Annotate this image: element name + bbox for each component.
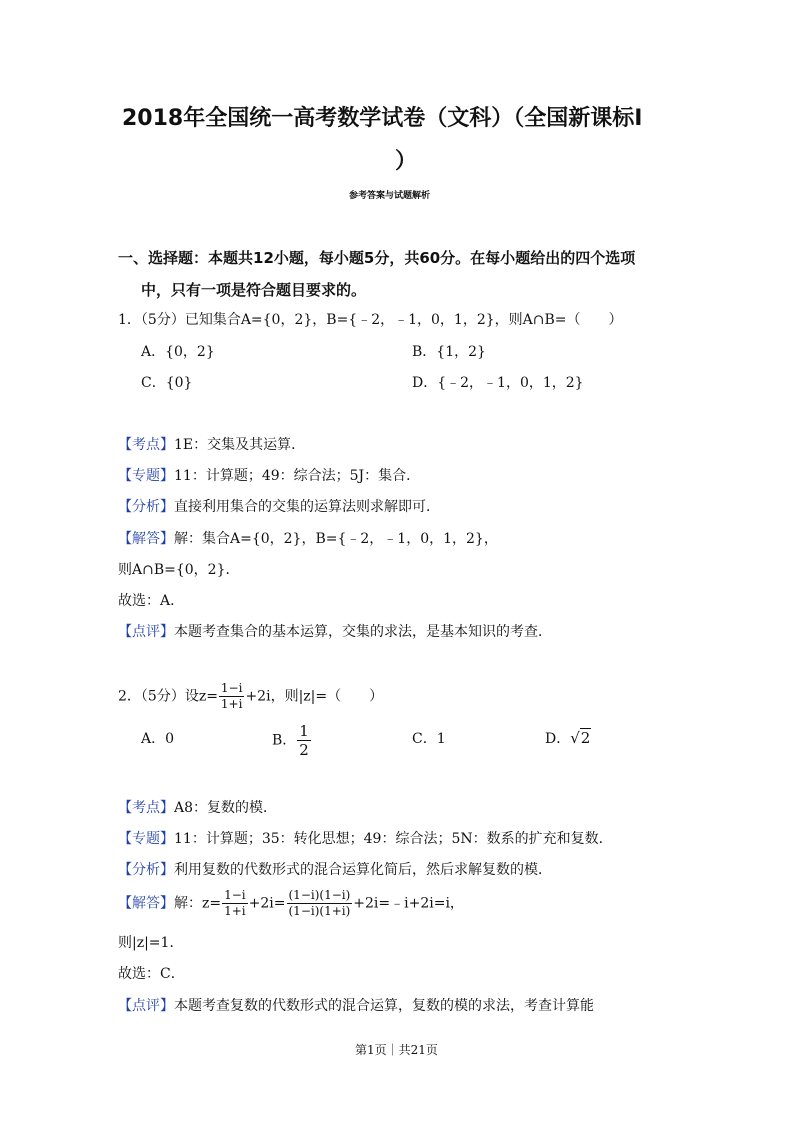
q2-stem	[118, 681, 383, 712]
q1-dianping	[118, 622, 552, 642]
q2-option-b	[272, 722, 312, 759]
q2-option-d-label: D．	[545, 731, 571, 747]
kaodian-text: A8：复数的模．	[174, 800, 278, 816]
fraction-numerator: 1−i	[224, 888, 246, 902]
zhuanti-label: 【专题】	[118, 831, 174, 847]
fenxi-label: 【分析】	[118, 862, 174, 878]
kaodian-label: 【考点】	[118, 800, 174, 816]
jieda-label: 【解答】	[118, 895, 174, 912]
q2-option-d	[545, 728, 591, 749]
fraction-denominator: 1+i	[224, 904, 246, 918]
q1-option-b: B．{1，2}	[412, 344, 486, 360]
q1-fenxi	[118, 497, 440, 517]
q2-jieda-fraction-1	[222, 888, 248, 919]
q2-option-c: C．1	[412, 731, 446, 747]
dianping-label: 【点评】	[118, 624, 174, 640]
q2-result: 则|z|=1．	[118, 935, 184, 951]
q2-jieda-suffix: +2i=﹣i+2i=i，	[353, 895, 464, 912]
dianping-label: 【点评】	[118, 998, 174, 1014]
q2-option-b-fraction	[297, 722, 311, 759]
q2-option-d-sqrt	[570, 728, 591, 747]
q2-option-b-label: B．	[272, 732, 297, 749]
sqrt-symbol: √	[570, 729, 580, 747]
q2-zhuanti	[118, 829, 613, 849]
kaodian-text: 1E：交集及其运算．	[174, 437, 306, 453]
q1-jieda-result: 则A∩B={0，2}．	[118, 562, 240, 578]
fenxi-label: 【分析】	[118, 499, 174, 515]
q2-kaodian	[118, 798, 277, 818]
page-footer: 第1页｜共21页	[355, 1043, 438, 1057]
q1-choice: 故选：A．	[118, 593, 185, 609]
fraction-numerator: (1−i)(1−i)	[288, 888, 351, 902]
q1-zhuanti	[118, 466, 420, 486]
section-heading-cont: 中，只有一项是符合题目要求的。	[141, 281, 367, 299]
q2-option-a: A．0	[141, 731, 175, 747]
q1-stem: 1．（5分）已知集合A={0，2}，B={﹣2，﹣1，0，1，2}，则A∩B=（ ）	[118, 312, 623, 328]
fraction-denominator: 2	[299, 741, 309, 759]
zhuanti-text: 11：计算题；35：转化思想；49：综合法；5N：数系的扩充和复数．	[174, 831, 613, 847]
q2-jieda	[118, 888, 464, 919]
fraction-numerator: 1	[299, 722, 309, 740]
page-subtitle: 参考答案与试题解析	[349, 191, 431, 201]
q2-choice: 故选：C．	[118, 966, 185, 982]
q2-fenxi	[118, 860, 552, 880]
q2-jieda-mid: +2i=	[248, 895, 286, 912]
page-title-cont: ）	[395, 149, 418, 174]
q2-jieda-prefix: 解：z=	[174, 895, 222, 912]
fenxi-text: 利用复数的代数形式的混合运算化简后，然后求解复数的模．	[174, 862, 552, 878]
q2-dianping	[118, 996, 594, 1016]
page-title: 2018年全国统一高考数学试卷（文科）（全国新课标Ⅰ	[122, 106, 643, 131]
q2-stem-suffix: +2i，则|z|=（ ）	[245, 688, 384, 705]
q2-jieda-fraction-2	[287, 888, 353, 919]
fraction-denominator: (1−i)(1+i)	[288, 904, 351, 918]
dianping-text: 本题考查复数的代数形式的混合运算，复数的模的求法，考查计算能	[174, 998, 594, 1014]
q1-jieda	[118, 529, 498, 549]
fraction-numerator: 1−i	[220, 681, 243, 695]
dianping-text: 本题考查集合的基本运算，交集的求法，是基本知识的考查．	[174, 624, 552, 640]
zhuanti-label: 【专题】	[118, 468, 174, 484]
jieda-text: 解：集合A={0，2}，B={﹣2，﹣1，0，1，2}，	[174, 531, 498, 547]
q2-stem-prefix: 2．（5分）设z=	[118, 688, 218, 705]
fraction-denominator: 1+i	[220, 697, 243, 711]
q1-option-a: A．{0，2}	[141, 344, 215, 360]
jieda-label: 【解答】	[118, 531, 174, 547]
section-heading: 一、选择题：本题共12小题，每小题5分，共60分。在每小题给出的四个选项	[118, 249, 636, 267]
zhuanti-text: 11：计算题；49：综合法；5J：集合．	[174, 468, 421, 484]
sqrt-radicand: 2	[580, 729, 591, 747]
q1-kaodian	[118, 435, 305, 455]
fenxi-text: 直接利用集合的交集的运算法则求解即可．	[174, 499, 440, 515]
q1-option-c: C．{0}	[141, 375, 193, 391]
q2-stem-fraction	[219, 681, 245, 712]
q1-option-d: D．{﹣2，﹣1，0，1，2}	[412, 375, 584, 391]
kaodian-label: 【考点】	[118, 437, 174, 453]
